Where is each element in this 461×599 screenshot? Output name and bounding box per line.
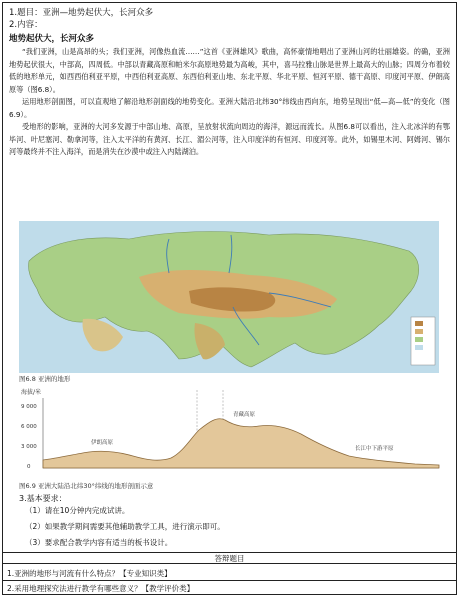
paragraph-1: “我们亚洲，山是高昂的头；我们亚洲，河像热血流……”这首《亚洲雄风》歌曲，高怀豪情地唱出了亚洲山河的壮丽雄姿。的确，亚洲地势起伏很大，中部高，四周低。中部以青藏高原和帕米尔高原地势最为高峻，其中，喜马拉雅山脉是世界上最高大的山脉；四周分布着较低的地形单元，如西西伯利亚平原，中西伯利亚高原、东西伯利亚山地、东北平原、华北平原、恒河平原、德干高原、印度河平原、伊朗高原等（图6.8）。 xyxy=(9,47,450,94)
requirement-item-2: （2）如果教学期间需要其他辅助教学工具，进行演示即可。 xyxy=(25,522,225,531)
paragraph-2: 运用地形剖面图，可以直观地了解沿地形剖面线的地势变化。亚洲大陆沿北纬30°纬线由西向东，地势呈现出“低—高—低”的变化（图6.9）。 xyxy=(9,97,450,119)
legend-swatch-ocean xyxy=(415,345,423,350)
profile-axis-label: 海拔/米 xyxy=(21,389,42,396)
exam-sheet xyxy=(2,2,457,595)
qa-question-2: 2.采用地理探究法进行教学有哪些意义？【教学评价类】 xyxy=(7,584,195,593)
legend-swatch-lowland xyxy=(415,337,423,342)
terrain-profile xyxy=(19,386,443,480)
topic-line: 1.题目：亚洲—地势起伏大，长河众多 xyxy=(9,8,154,18)
asia-terrain-map xyxy=(19,221,439,373)
section-subtitle: 地势起伏大，长河众多 xyxy=(9,34,95,44)
profile-label-iran: 伊朗高原 xyxy=(91,440,114,446)
legend-swatch-plateau xyxy=(415,321,423,326)
requirement-item-3: （3）要求配合教学内容有适当的板书设计。 xyxy=(25,538,173,547)
profile-tick-0: 0 xyxy=(27,464,31,470)
paragraph-3: 受地形的影响，亚洲的大河多发源于中部山地、高原，呈放射状流向周边的海洋，源远而流长。从图6.8可以看出，注入北冰洋的有鄂毕河、叶尼塞河、勒拿河等，注入太平洋的有黄河、长江、湄公河等，注入印度洋的有恒河、印度河等。此外，如锡里木河、阿姆河、锡尔河等最终并不注入海洋，而是消失在沙漠中或注入内陆湖泊。 xyxy=(9,122,450,156)
requirement-item-1: （1）请在10分钟内完成试讲。 xyxy=(25,506,130,515)
profile-label-yangtze: 长江中下游平原 xyxy=(355,446,394,452)
profile-tick-3000: 3 000 xyxy=(21,444,37,450)
legend-swatch-highland xyxy=(415,329,423,334)
map-caption: 图6.8 亚洲的地形 xyxy=(19,375,71,383)
profile-tick-9000: 9 000 xyxy=(21,404,37,410)
qa-heading: 答辩题目 xyxy=(3,552,456,564)
content-label: 2.内容： xyxy=(9,20,43,30)
profile-caption: 图6.9 亚洲大陆沿北纬30°纬线的地形剖面示意 xyxy=(19,482,154,490)
profile-label-tibet: 青藏高原 xyxy=(233,412,256,418)
profile-tick-6000: 6 000 xyxy=(21,424,37,430)
qa-separator xyxy=(3,580,456,581)
qa-question-1: 1.亚洲的地形与河流有什么特点？【专业知识类】 xyxy=(7,569,172,578)
requirements-title: 3.基本要求： xyxy=(19,494,67,503)
